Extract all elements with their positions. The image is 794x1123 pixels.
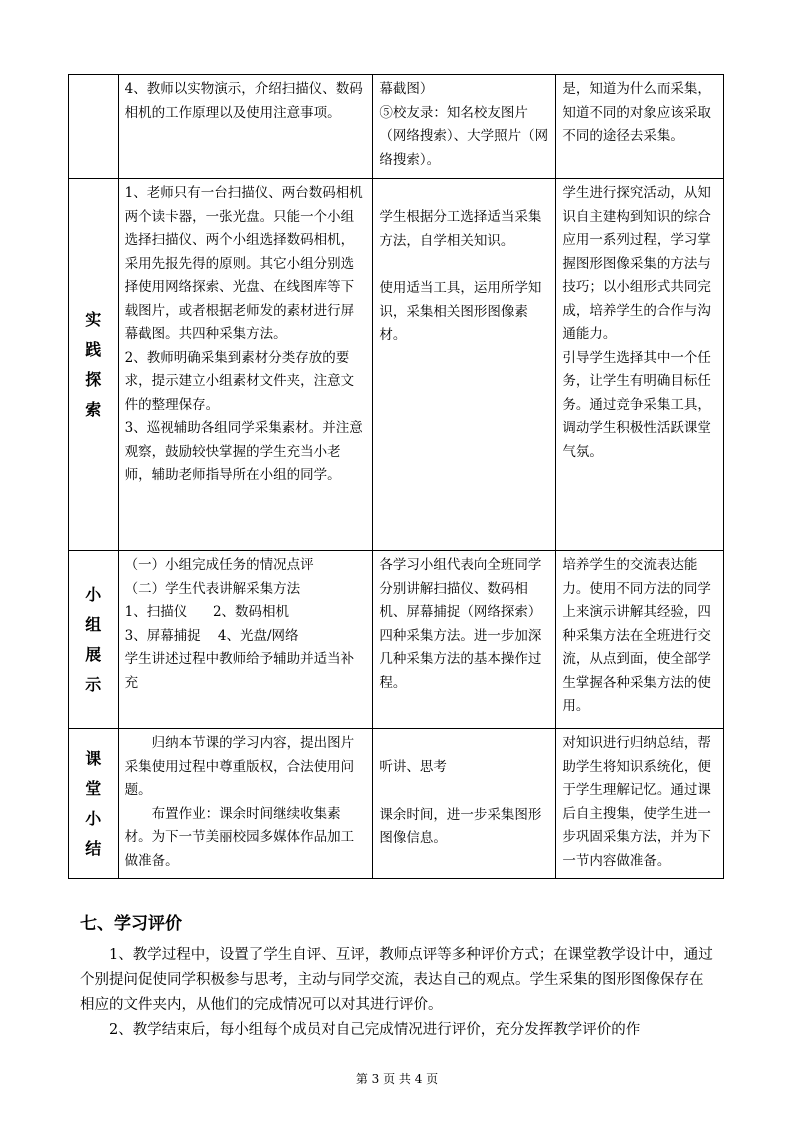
cell-paragraph: 归纳本节课的学习内容，提出图片采集使用过程中尊重版权，合法使用问题。 <box>124 735 355 798</box>
design-intent-cell <box>556 729 724 879</box>
stage-char: 小 <box>85 584 102 604</box>
cell-paragraph: 课余时间，进一步采集图形图像信息。 <box>379 806 542 846</box>
table-row <box>69 729 724 879</box>
teacher-activity-cell <box>118 179 373 551</box>
teacher-activity-cell <box>118 75 373 179</box>
cell-paragraph: 学生根据分工选择适当采集方法，自学相关知识。 <box>379 209 542 249</box>
cell-paragraph: 2、教师明确采集到素材分类存放的要求，提示建立小组素材文件夹，注意文件的整理保存。 <box>124 349 355 413</box>
stage-char: 实 <box>85 309 102 329</box>
stage-char: 组 <box>85 614 102 634</box>
cell-paragraph: 培养学生的交流表达能力。使用不同方法的同学上来演示讲解其经验，四种采集方法在全班进行交流，从点到面，使全部学生掌握各种采集方法的使用。 <box>562 557 711 714</box>
table-row <box>69 75 724 179</box>
stage-char: 课 <box>85 748 102 768</box>
cell-paragraph: 学生讲述过程中教师给予辅助并适当补充 <box>124 651 355 691</box>
stage-char: 探 <box>85 369 102 389</box>
stage-char: 践 <box>85 339 102 359</box>
cell-paragraph: 3、巡视辅助各组同学采集素材。并注意观察，鼓励较快掌握的学生充当小老师，辅助老师指导所在小组的同学。 <box>124 420 363 483</box>
table-row <box>69 551 724 729</box>
student-activity-cell <box>373 75 556 179</box>
stage-cell <box>69 179 119 551</box>
stage-char: 展 <box>85 644 102 664</box>
stage-char: 示 <box>85 674 102 694</box>
stage-cell <box>69 729 119 879</box>
section-heading: 七、学习评价 <box>80 914 182 934</box>
stage-char: 结 <box>85 838 102 858</box>
page-footer: 第 3 页 共 4 页 <box>355 1072 439 1086</box>
lesson-plan-table <box>68 74 724 879</box>
design-intent-cell <box>556 551 724 729</box>
student-activity-cell <box>373 179 556 551</box>
table-row <box>69 179 724 551</box>
stage-char: 小 <box>85 808 102 828</box>
stage-cell <box>69 551 119 729</box>
stage-char: 堂 <box>85 778 102 798</box>
teacher-activity-cell <box>118 551 373 729</box>
teacher-activity-cell <box>118 729 373 879</box>
cell-paragraph: 学生进行探究活动，从知识自主建构到知识的综合应用一系列过程，学习掌握图形图像采集的方法与技巧；以小组形式共同完成，培养学生的合作与沟通能力。 <box>562 185 711 342</box>
stage-char: 索 <box>85 399 102 419</box>
cell-paragraph: 1、扫描仪 2、数码相机 <box>124 604 290 620</box>
student-activity-cell <box>373 729 556 879</box>
cell-paragraph: 听讲、思考 <box>379 759 447 775</box>
stage-cell <box>69 75 119 179</box>
evaluation-paragraph: 1、教学过程中，设置了学生自评、互评，教师点评等多种评价方式；在课堂教学设计中，通过个别提问促使同学积极参与思考，主动与同学交流，表达自己的观点。学生采集的图形图像保存在相应的文件夹内，从他们的完成情况可以对其进行评价。 <box>80 947 713 1013</box>
cell-paragraph: 3、屏幕捕捉 4、光盘/网络 <box>124 627 299 644</box>
design-intent-cell <box>556 75 724 179</box>
evaluation-paragraph: 2、教学结束后，每小组每个成员对自己完成情况进行评价，充分发挥教学评价的作 <box>109 1022 641 1038</box>
design-intent-cell <box>556 179 724 551</box>
cell-paragraph: 布置作业：课余时间继续收集素材。为下一节美丽校园多媒体作品加工做准备。 <box>124 805 355 869</box>
cell-paragraph: 是，知道为什么而采集，知道不同的对象应该采取不同的途径去采集。 <box>562 81 711 144</box>
student-activity-cell <box>373 551 556 729</box>
cell-paragraph: 对知识进行归纳总结，帮助学生将知识系统化，便于学生理解记忆。通过课后自主搜集，使学生进一步巩固采集方法，并为下一节内容做准备。 <box>562 735 711 869</box>
cell-paragraph: 使用适当工具，运用所学知识，采集相关图形图像素材。 <box>379 280 542 343</box>
cell-paragraph: ⑤校友录：知名校友图片（网络搜索）、大学照片（网络搜索）。 <box>379 104 549 168</box>
cell-paragraph: （二）学生代表讲解采集方法 <box>124 580 301 597</box>
cell-paragraph: （一）小组完成任务的情况点评 <box>124 557 314 573</box>
cell-paragraph: 各学习小组代表向全班同学分别讲解扫描仪、数码相机、屏幕捕捉（网络探索）四种采集方法。进一步加深几种采集方法的基本操作过程。 <box>379 557 542 691</box>
cell-paragraph: 幕截图） <box>379 81 434 97</box>
cell-paragraph: 1、老师只有一台扫描仪、两台数码相机两个读卡器，一张光盘。只能一个小组选择扫描仪、两个小组选择数码相机，采用先报先得的原则。其它小组分别选择使用网络探索、光盘、在线图库等下载图片，或者根据老师发的素材进行屏幕截图。共四种采集方法。 <box>124 185 363 342</box>
cell-paragraph: 引导学生选择其中一个任务，让学生有明确目标任务。通过竞争采集工具，调动学生积极性活跃课堂气氛。 <box>562 349 711 460</box>
cell-paragraph: 4、教师以实物演示，介绍扫描仪、数码相机的工作原理以及使用注意事项。 <box>124 81 363 121</box>
